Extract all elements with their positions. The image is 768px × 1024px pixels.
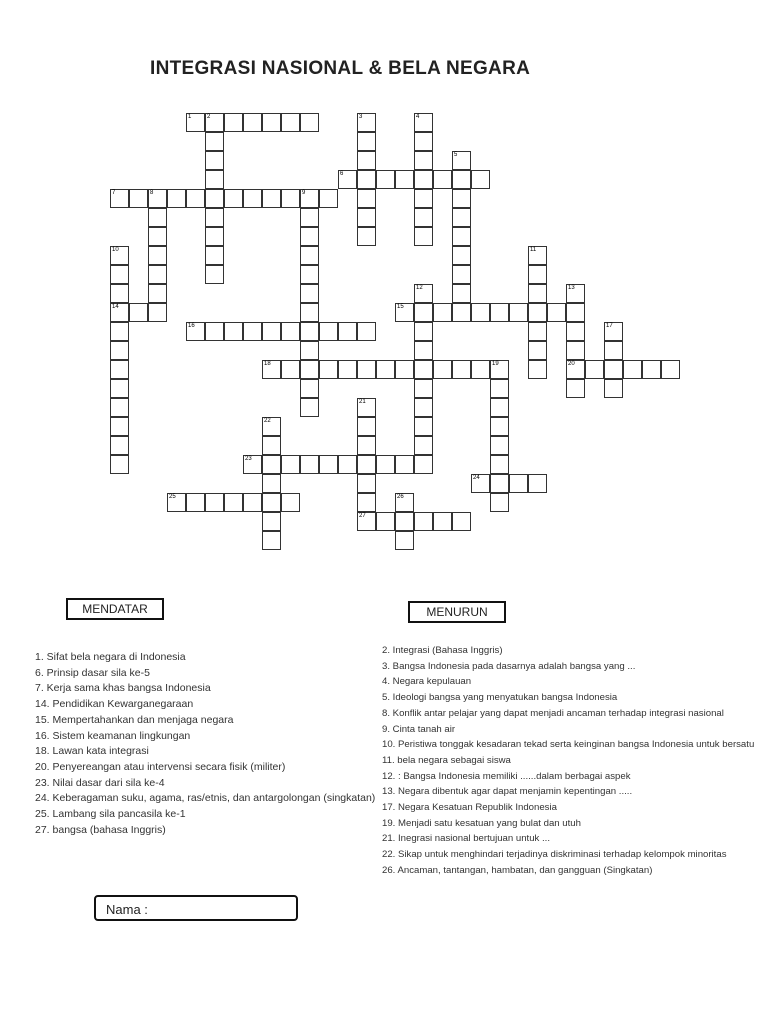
crossword-cell[interactable] <box>357 322 376 341</box>
crossword-cell[interactable] <box>528 322 547 341</box>
crossword-cell[interactable] <box>471 303 490 322</box>
crossword-cell[interactable] <box>452 512 471 531</box>
crossword-cell[interactable] <box>528 303 547 322</box>
menurun-heading: MENURUN <box>408 601 506 623</box>
crossword-cell[interactable] <box>186 493 205 512</box>
mendatar-clue: 27. bangsa (bahasa Inggris) <box>35 823 166 836</box>
crossword-cell[interactable] <box>357 436 376 455</box>
mendatar-clue: 25. Lambang sila pancasila ke-1 <box>35 808 186 821</box>
crossword-cell[interactable] <box>357 455 376 474</box>
crossword-cell[interactable] <box>414 436 433 455</box>
crossword-cell[interactable] <box>262 189 281 208</box>
crossword-cell[interactable] <box>281 322 300 341</box>
crossword-cell[interactable] <box>604 360 623 379</box>
crossword-cell[interactable] <box>433 170 452 189</box>
crossword-cell[interactable] <box>357 189 376 208</box>
crossword-cell[interactable] <box>281 493 300 512</box>
crossword-cell[interactable] <box>490 474 509 493</box>
crossword-cell[interactable] <box>395 512 414 531</box>
mendatar-clue: 20. Penyereangan atau intervensi secara fisik (militer) <box>35 760 286 773</box>
menurun-clue: 22. Sikap untuk menghindari terjadinya diskriminasi terhadap kelompok minoritas <box>382 849 727 861</box>
crossword-cell[interactable] <box>110 284 129 303</box>
crossword-cell[interactable] <box>262 322 281 341</box>
crossword-cell[interactable] <box>414 341 433 360</box>
clue-number: 18 <box>264 361 271 367</box>
crossword-cell[interactable] <box>414 170 433 189</box>
crossword-cell[interactable] <box>186 189 205 208</box>
crossword-cell[interactable] <box>300 208 319 227</box>
clue-number: 14 <box>112 304 119 310</box>
clue-number: 8 <box>150 190 154 196</box>
crossword-cell[interactable] <box>604 341 623 360</box>
crossword-cell[interactable] <box>148 265 167 284</box>
menurun-clue: 9. Cinta tanah air <box>382 723 456 735</box>
crossword-cell[interactable] <box>243 113 262 132</box>
crossword-cell[interactable] <box>300 360 319 379</box>
crossword-cell[interactable] <box>471 170 490 189</box>
crossword-cell[interactable] <box>319 189 338 208</box>
crossword-cell[interactable] <box>414 227 433 246</box>
crossword-cell[interactable] <box>110 379 129 398</box>
name-field[interactable] <box>94 895 298 921</box>
crossword-cell[interactable] <box>300 284 319 303</box>
crossword-cell[interactable] <box>357 417 376 436</box>
clue-number: 19 <box>492 361 499 367</box>
crossword-cell[interactable] <box>490 398 509 417</box>
clue-number: 17 <box>606 323 613 329</box>
crossword-cell[interactable] <box>490 417 509 436</box>
clue-number: 2 <box>207 114 211 120</box>
crossword-cell[interactable] <box>262 113 281 132</box>
crossword-cell[interactable] <box>319 360 338 379</box>
crossword-cell[interactable] <box>167 189 186 208</box>
crossword-cell[interactable] <box>357 227 376 246</box>
crossword-cell[interactable] <box>281 113 300 132</box>
crossword-cell[interactable] <box>395 531 414 550</box>
clue-number: 26 <box>397 494 404 500</box>
crossword-cell[interactable] <box>623 360 642 379</box>
crossword-cell[interactable] <box>148 284 167 303</box>
clue-number: 7 <box>112 190 116 196</box>
clue-number: 20 <box>568 361 575 367</box>
crossword-cell[interactable] <box>414 417 433 436</box>
crossword-cell[interactable] <box>300 341 319 360</box>
crossword-cell[interactable] <box>110 398 129 417</box>
mendatar-clue: 1. Sifat bela negara di Indonesia <box>35 651 186 663</box>
crossword-cell[interactable] <box>110 455 129 474</box>
crossword-cell[interactable] <box>300 398 319 417</box>
menurun-clue: 8. Konflik antar pelajar yang dapat menjadi ancaman terhadap integrasi nasional <box>382 707 724 719</box>
mendatar-clue: 18. Lawan kata integrasi <box>35 745 149 758</box>
clue-number: 12 <box>416 285 423 291</box>
crossword-cell[interactable] <box>262 531 281 550</box>
crossword-cell[interactable] <box>376 512 395 531</box>
crossword-cell[interactable] <box>509 474 528 493</box>
crossword-cell[interactable] <box>433 360 452 379</box>
crossword-cell[interactable] <box>319 455 338 474</box>
crossword-cell[interactable] <box>262 436 281 455</box>
crossword-cell[interactable] <box>243 322 262 341</box>
crossword-cell[interactable] <box>490 455 509 474</box>
clue-number: 9 <box>302 190 306 196</box>
crossword-cell[interactable] <box>300 379 319 398</box>
crossword-cell[interactable] <box>452 170 471 189</box>
crossword-cell[interactable] <box>262 455 281 474</box>
crossword-cell[interactable] <box>490 493 509 512</box>
menurun-clue: 19. Menjadi satu kesatuan yang bulat dan utuh <box>382 817 581 829</box>
crossword-cell[interactable] <box>642 360 661 379</box>
crossword-cell[interactable] <box>661 360 680 379</box>
menurun-clue: 4. Negara kepulauan <box>382 676 472 688</box>
page-title: INTEGRASI NASIONAL & BELA NEGARA <box>150 58 531 79</box>
crossword-cell[interactable] <box>205 132 224 151</box>
crossword-cell[interactable] <box>395 360 414 379</box>
crossword-cell[interactable] <box>205 265 224 284</box>
crossword-cell[interactable] <box>376 360 395 379</box>
crossword-cell[interactable] <box>509 303 528 322</box>
menurun-clue: 12. : Bangsa Indonesia memiliki ......dalam berbagai aspek <box>382 770 631 782</box>
crossword-cell[interactable] <box>205 208 224 227</box>
clue-number: 13 <box>568 285 575 291</box>
crossword-cell[interactable] <box>566 341 585 360</box>
menurun-clue: 3. Bangsa Indonesia pada dasarnya adalah bangsa yang ... <box>382 660 636 672</box>
crossword-cell[interactable] <box>528 284 547 303</box>
menurun-clue: 17. Negara Kesatuan Republik Indonesia <box>382 802 557 814</box>
clue-number: 24 <box>473 475 480 481</box>
crossword-cell[interactable] <box>566 322 585 341</box>
name-label: Nama : <box>106 902 148 917</box>
crossword-cell[interactable] <box>110 265 129 284</box>
crossword-cell[interactable] <box>300 303 319 322</box>
crossword-cell[interactable] <box>281 360 300 379</box>
crossword-cell[interactable] <box>414 151 433 170</box>
crossword-cell[interactable] <box>110 322 129 341</box>
crossword-cell[interactable] <box>528 341 547 360</box>
crossword-cell[interactable] <box>395 455 414 474</box>
clue-number: 23 <box>245 456 252 462</box>
crossword-cell[interactable] <box>129 303 148 322</box>
crossword-cell[interactable] <box>452 227 471 246</box>
crossword-cell[interactable] <box>433 303 452 322</box>
clue-number: 25 <box>169 494 176 500</box>
crossword-cell[interactable] <box>262 493 281 512</box>
crossword-cell[interactable] <box>300 246 319 265</box>
crossword-cell[interactable] <box>129 189 148 208</box>
crossword-cell[interactable] <box>414 132 433 151</box>
clue-number: 15 <box>397 304 404 310</box>
menurun-clue: 5. Ideologi bangsa yang menyatukan bangsa Indonesia <box>382 692 618 704</box>
crossword-cell[interactable] <box>452 189 471 208</box>
crossword-cell[interactable] <box>414 208 433 227</box>
crossword-cell[interactable] <box>300 455 319 474</box>
mendatar-clue: 24. Keberagaman suku, agama, ras/etnis, dan antargolongan (singkatan) <box>35 792 376 805</box>
crossword-cell[interactable] <box>357 170 376 189</box>
crossword-cell[interactable] <box>395 170 414 189</box>
crossword-cell[interactable] <box>452 303 471 322</box>
across-clue-list <box>35 650 375 838</box>
crossword-cell[interactable] <box>452 265 471 284</box>
crossword-cell[interactable] <box>148 208 167 227</box>
down-clue-list <box>382 643 754 879</box>
crossword-cell[interactable] <box>357 493 376 512</box>
crossword-cell[interactable] <box>376 170 395 189</box>
crossword-cell[interactable] <box>357 151 376 170</box>
crossword-cell[interactable] <box>262 512 281 531</box>
clue-number: 4 <box>416 114 420 120</box>
crossword-cell[interactable] <box>452 360 471 379</box>
crossword-cell[interactable] <box>300 265 319 284</box>
crossword-cell[interactable] <box>433 512 452 531</box>
clue-number: 3 <box>359 114 363 120</box>
crossword-cell[interactable] <box>224 322 243 341</box>
crossword-cell[interactable] <box>148 246 167 265</box>
crossword-cell[interactable] <box>243 493 262 512</box>
menurun-clue: 2. Integrasi (Bahasa Inggris) <box>382 645 503 656</box>
crossword-cell[interactable] <box>357 360 376 379</box>
crossword-cell[interactable] <box>148 303 167 322</box>
clue-number: 21 <box>359 399 366 405</box>
crossword-cell[interactable] <box>205 227 224 246</box>
crossword-cell[interactable] <box>110 360 129 379</box>
crossword-cell[interactable] <box>414 189 433 208</box>
clue-number: 1 <box>188 114 192 120</box>
crossword-cell[interactable] <box>528 265 547 284</box>
crossword-cell[interactable] <box>300 113 319 132</box>
crossword-cell[interactable] <box>566 379 585 398</box>
crossword-cell[interactable] <box>243 189 262 208</box>
crossword-cell[interactable] <box>338 455 357 474</box>
clue-number: 22 <box>264 418 271 424</box>
crossword-cell[interactable] <box>357 474 376 493</box>
crossword-cell[interactable] <box>490 303 509 322</box>
crossword-cell[interactable] <box>110 436 129 455</box>
crossword-cell[interactable] <box>490 436 509 455</box>
crossword-cell[interactable] <box>357 132 376 151</box>
menurun-clue: 10. Peristiwa tonggak kesadaran tekad serta keinginan bangsa Indonesia untuk bersatu <box>382 739 755 751</box>
clue-number: 6 <box>340 171 344 177</box>
crossword-cell[interactable] <box>452 246 471 265</box>
mendatar-clue: 14. Pendidikan Kewarganegaraan <box>35 698 194 711</box>
crossword-cell[interactable] <box>414 455 433 474</box>
crossword-cell[interactable] <box>205 170 224 189</box>
crossword-cell[interactable] <box>300 227 319 246</box>
crossword-cell[interactable] <box>414 512 433 531</box>
crossword-cell[interactable] <box>205 322 224 341</box>
crossword-cell[interactable] <box>205 493 224 512</box>
clue-number: 5 <box>454 152 458 158</box>
crossword-cell[interactable] <box>224 113 243 132</box>
crossword-cell[interactable] <box>566 303 585 322</box>
crossword-cell[interactable] <box>281 455 300 474</box>
crossword-cell[interactable] <box>490 379 509 398</box>
crossword-cell[interactable] <box>338 322 357 341</box>
crossword-cell[interactable] <box>547 303 566 322</box>
crossword-cell[interactable] <box>281 189 300 208</box>
mendatar-clue: 15. Mempertahankan dan menjaga negara <box>35 713 234 726</box>
crossword-cell[interactable] <box>452 284 471 303</box>
crossword-cell[interactable] <box>376 455 395 474</box>
crossword-cell[interactable] <box>604 379 623 398</box>
mendatar-clue: 6. Prinsip dasar sila ke-5 <box>35 666 150 679</box>
crossword-cell[interactable] <box>528 360 547 379</box>
clue-number: 11 <box>530 247 537 253</box>
crossword-cell[interactable] <box>224 189 243 208</box>
crossword-cell[interactable] <box>110 417 129 436</box>
mendatar-heading: MENDATAR <box>66 598 164 620</box>
crossword-cell[interactable] <box>319 322 338 341</box>
mendatar-clue: 7. Kerja sama khas bangsa Indonesia <box>35 682 211 695</box>
mendatar-clue: 16. Sistem keamanan lingkungan <box>35 729 191 742</box>
crossword-cell[interactable] <box>224 493 243 512</box>
crossword-cell[interactable] <box>452 208 471 227</box>
crossword-cell[interactable] <box>300 322 319 341</box>
menurun-clue: 21. Inegrasi nasional bertujuan untuk ... <box>382 833 551 845</box>
menurun-clue: 13. Negara dibentuk agar dapat menjamin kepentingan ..... <box>382 786 633 798</box>
crossword-cell[interactable] <box>585 360 604 379</box>
clue-number: 16 <box>188 323 195 329</box>
clue-number: 27 <box>359 513 366 519</box>
crossword-cell[interactable] <box>414 398 433 417</box>
menurun-clue: 11. bela negara sebagai siswa <box>382 754 511 766</box>
crossword-cell[interactable] <box>148 227 167 246</box>
crossword-cell[interactable] <box>528 474 547 493</box>
clue-number: 10 <box>112 247 119 253</box>
crossword-cell[interactable] <box>414 303 433 322</box>
mendatar-clue: 23. Nilai dasar dari sila ke-4 <box>35 776 165 789</box>
crossword-cell[interactable] <box>414 360 433 379</box>
crossword-cell[interactable] <box>205 189 224 208</box>
crossword-cell[interactable] <box>110 341 129 360</box>
crossword-cell[interactable] <box>338 360 357 379</box>
crossword-cell[interactable] <box>205 246 224 265</box>
crossword-cell[interactable] <box>414 379 433 398</box>
crossword-cell[interactable] <box>262 474 281 493</box>
menurun-clue: 26. Ancaman, tantangan, hambatan, dan gangguan (Singkatan) <box>382 864 653 876</box>
crossword-cell[interactable] <box>414 322 433 341</box>
crossword-cell[interactable] <box>471 360 490 379</box>
crossword-cell[interactable] <box>205 151 224 170</box>
crossword-cell[interactable] <box>357 208 376 227</box>
